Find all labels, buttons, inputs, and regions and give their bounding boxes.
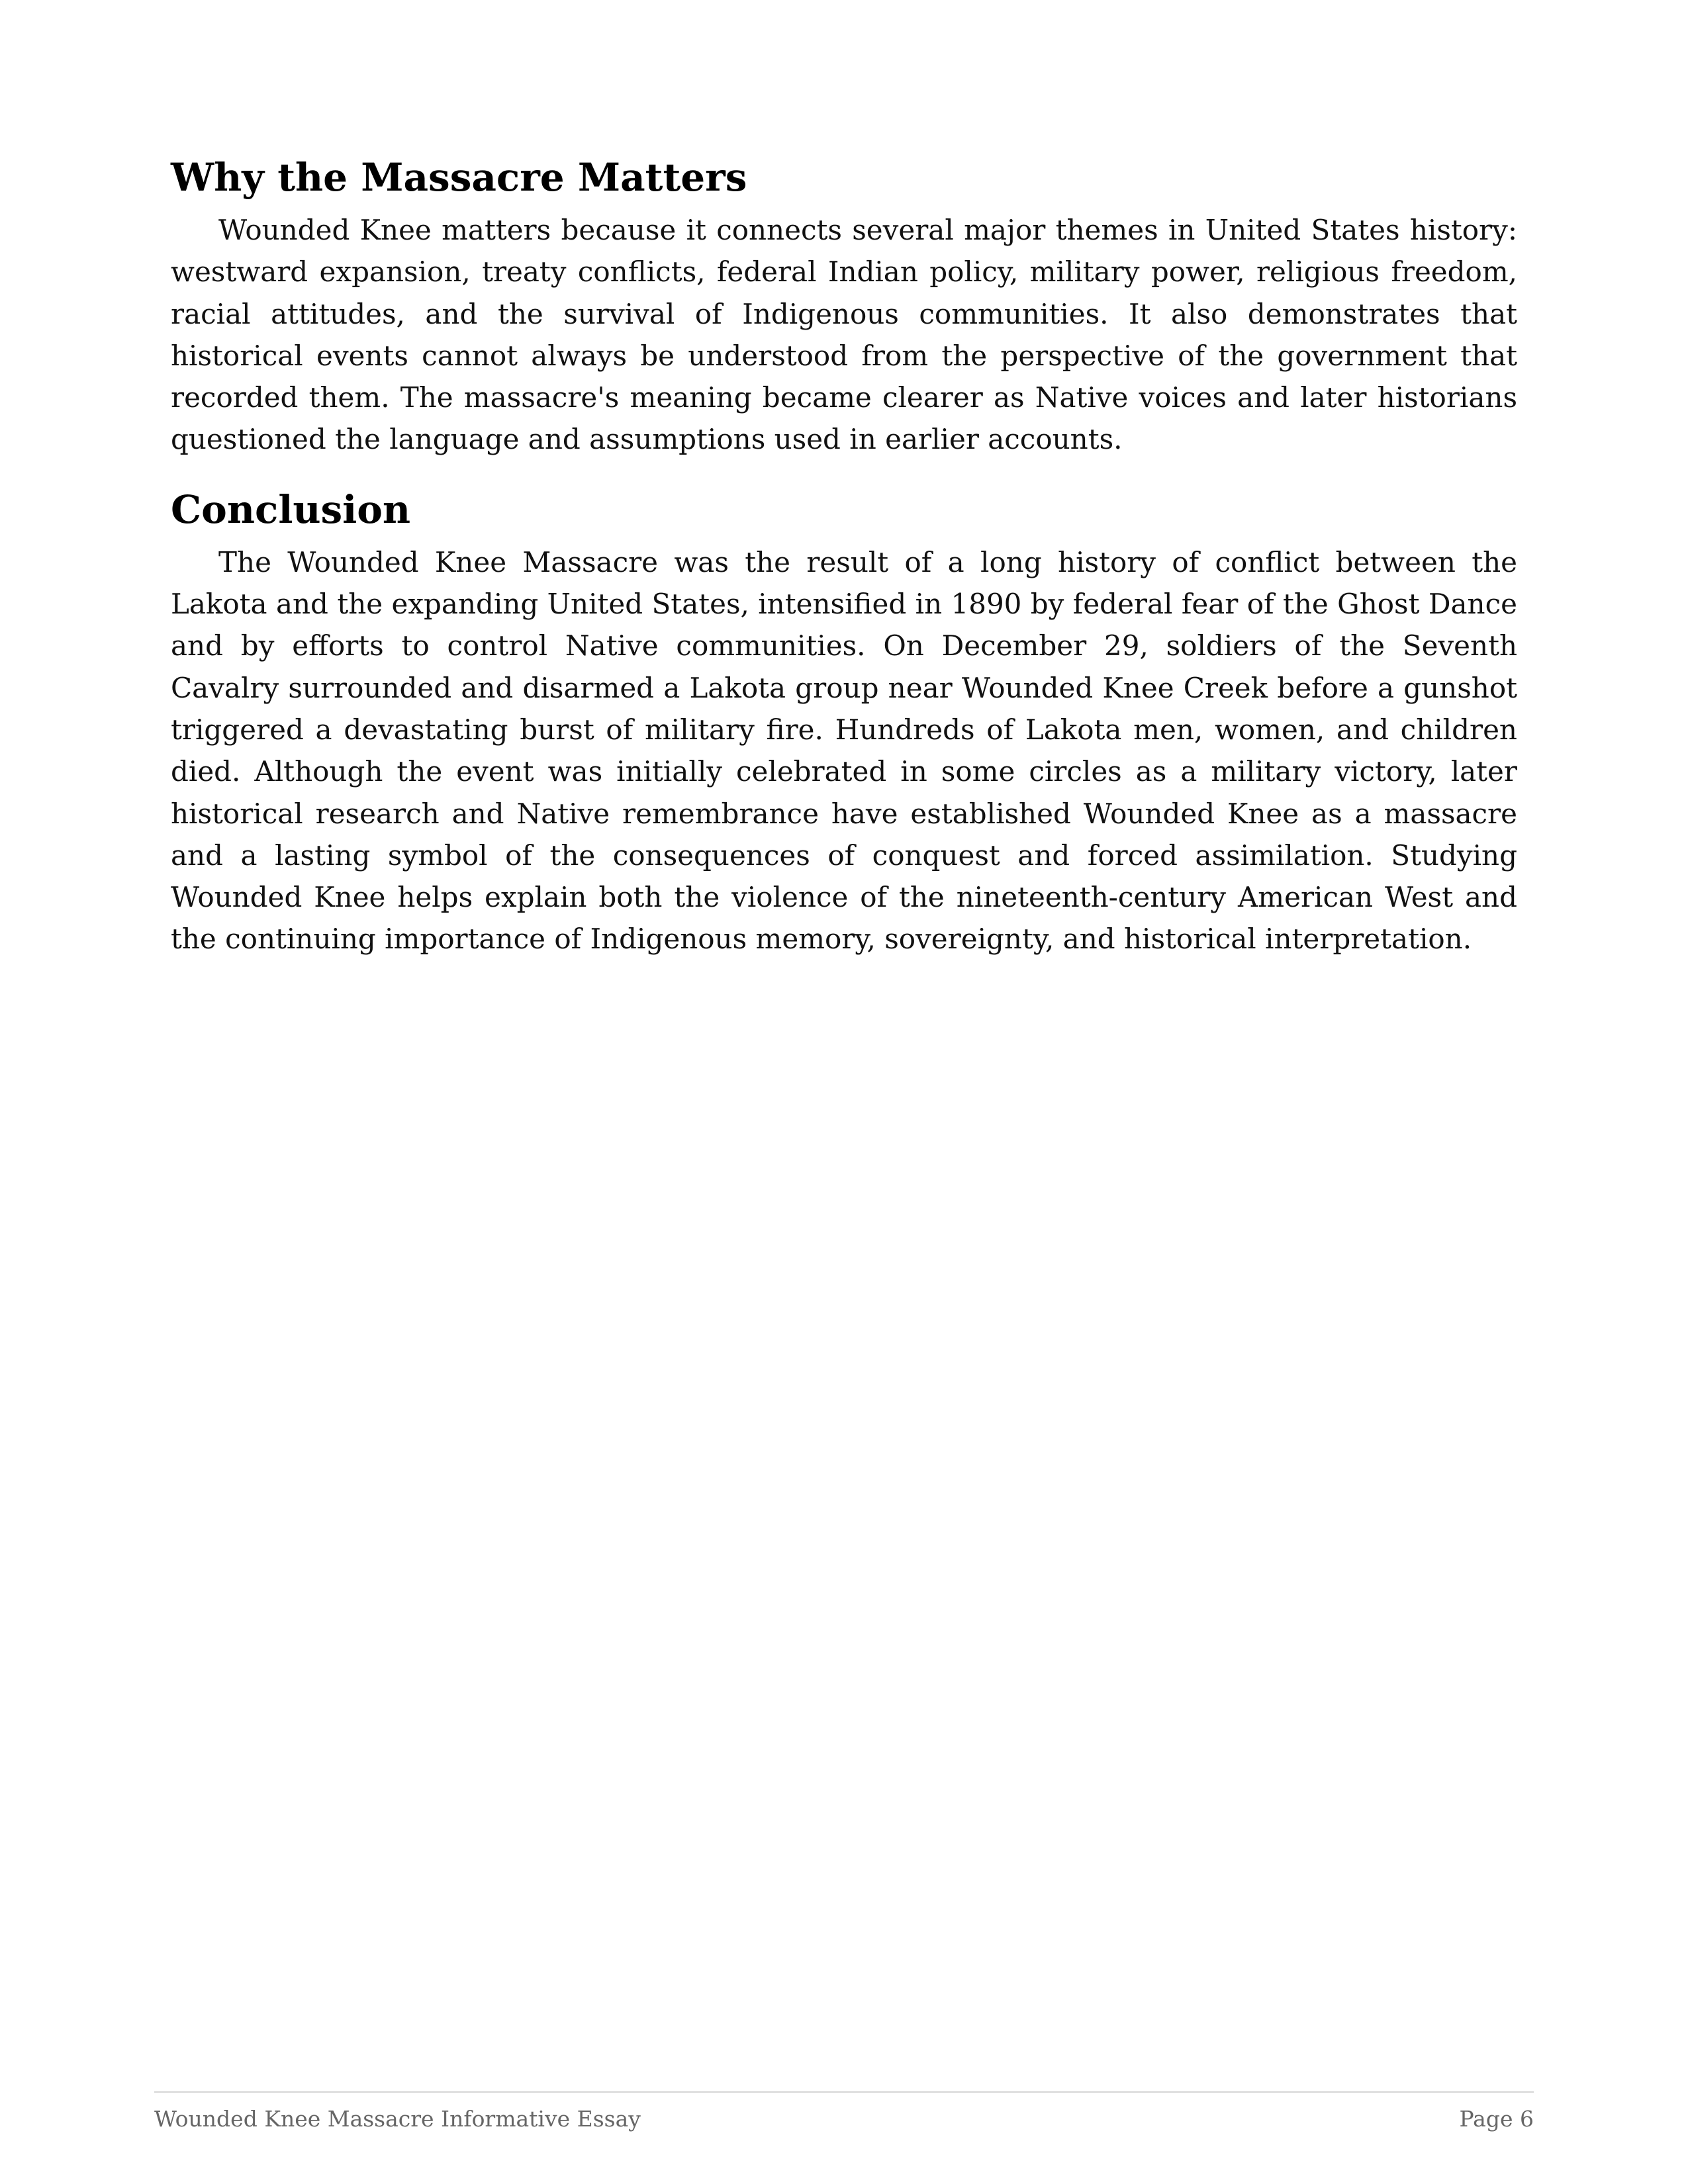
page-footer bbox=[154, 2105, 1534, 2134]
section-why-massacre-matters bbox=[171, 152, 1517, 461]
section-heading: Why the Massacre Matters bbox=[171, 155, 747, 200]
page-content bbox=[171, 152, 1517, 984]
body-paragraph: The Wounded Knee Massacre was the result of a long history of conflict between the Lakota and the expanding United States, intensified in 1890 by federal fear of the Ghost Dance and by efforts to control Native communities. On December 29, soldiers of the Seventh Cavalry surrounded and disarmed a Lakota group near Wounded Knee Creek before a gunshot triggered a devastating burst of military fire. Hundreds of Lakota men, women, and children died. Although the event was initially celebrated in some circles as a military victory, later historical research and Native remembrance have established Wounded Knee as a massacre and a lasting symbol of the consequences of conquest and forced assimilation. Studying Wounded Knee helps explain both the violence of the nineteenth-century American West and the continuing importance of Indigenous memory, sovereignty, and historical interpretation. bbox=[171, 545, 1517, 956]
section-conclusion bbox=[171, 484, 1517, 960]
section-heading: Conclusion bbox=[171, 486, 411, 532]
footer-page-number: Page 6 bbox=[1459, 2106, 1534, 2132]
body-paragraph: Wounded Knee matters because it connects several major themes in United States history: westward expansion, treaty conflicts, federal Indian policy, military power, religious freedom, racial attitudes, and the survival of Indigenous communities. It also demonstrates that historical events cannot always be understood from the perspective of the government that recorded them. The massacre's meaning became clearer as Native voices and later historians questioned the language and assumptions used in earlier accounts. bbox=[171, 214, 1517, 456]
footer-divider bbox=[154, 2091, 1534, 2093]
footer-document-title: Wounded Knee Massacre Informative Essay bbox=[154, 2106, 641, 2132]
